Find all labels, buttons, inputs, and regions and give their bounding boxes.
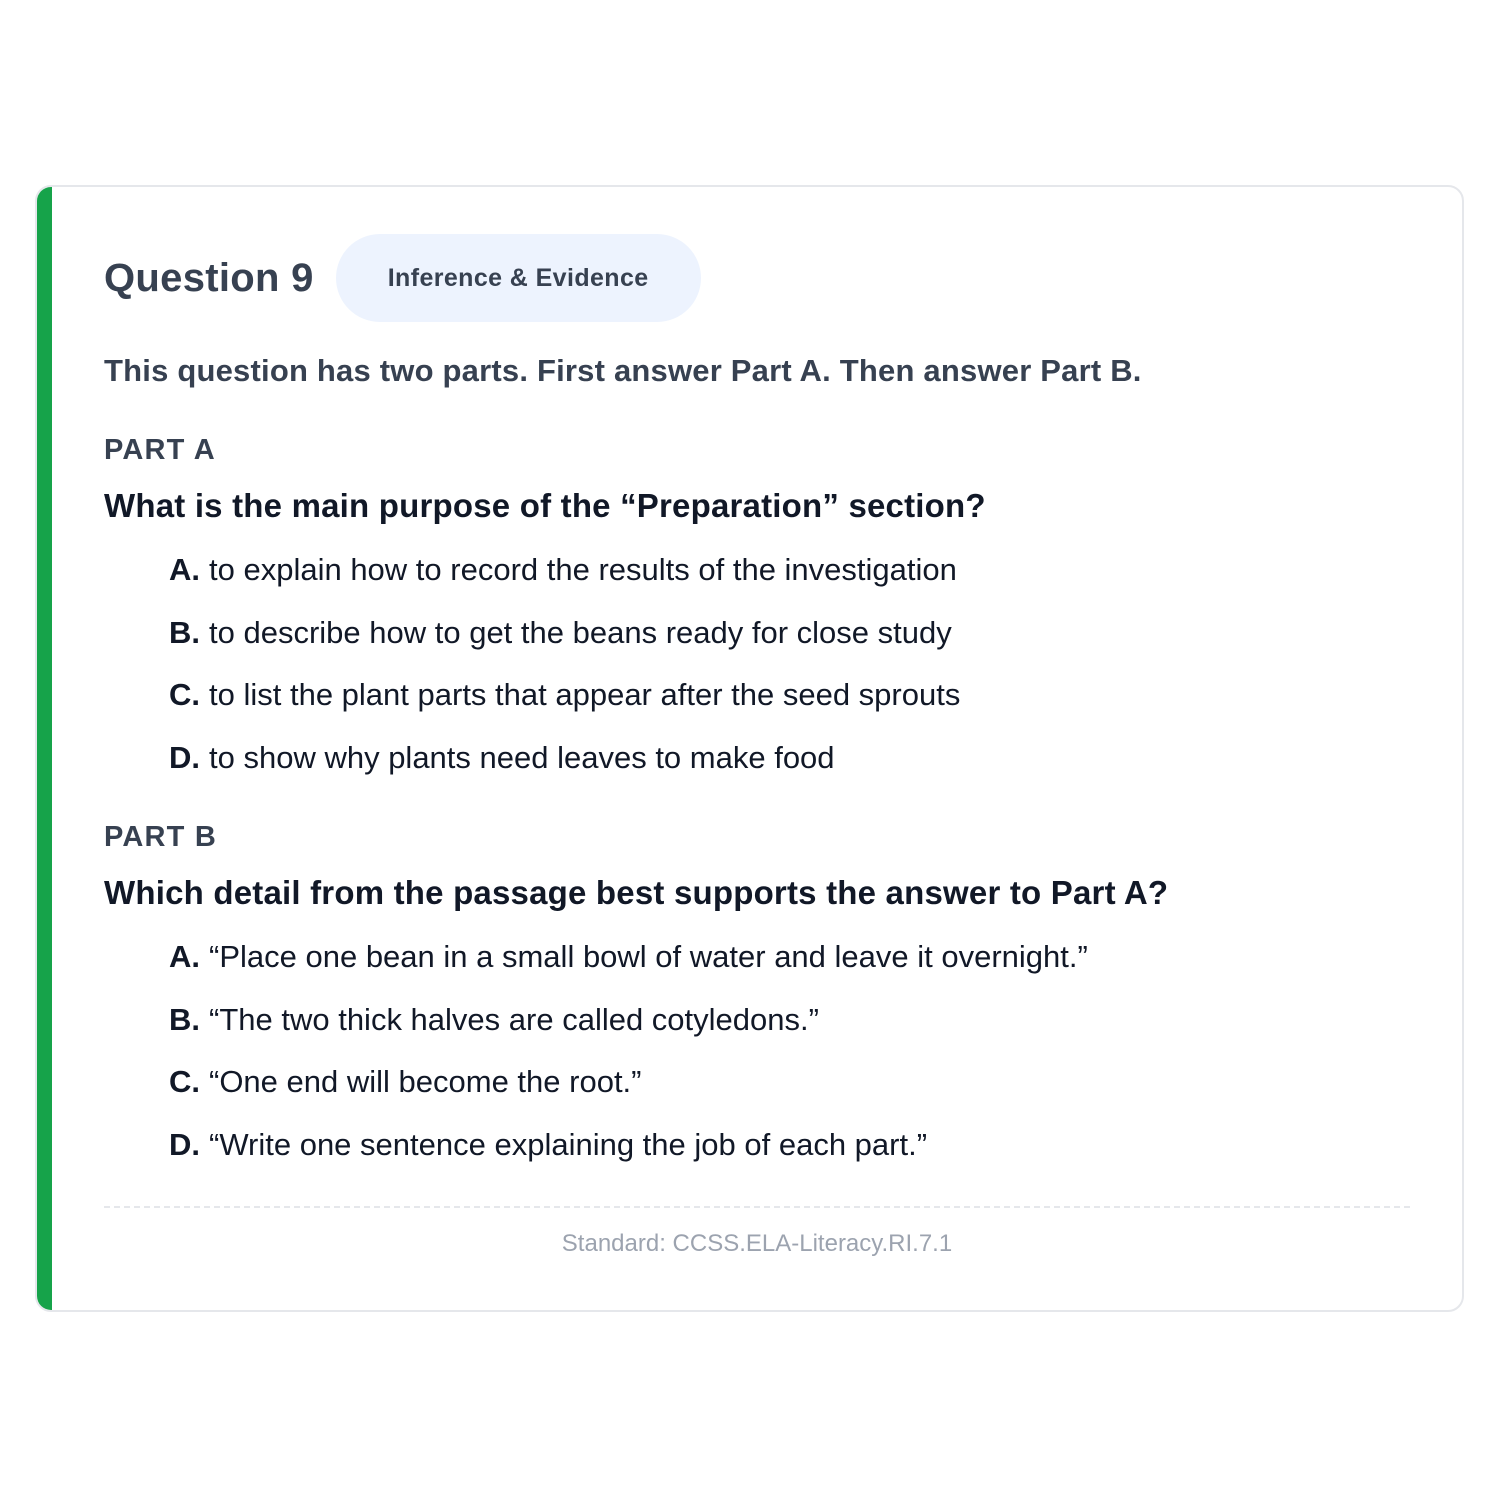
option-letter: D. [169, 1126, 200, 1162]
option-text: to show why plants need leaves to make food [209, 739, 835, 775]
part-a-option-b[interactable] [169, 602, 960, 665]
part-a-option-c[interactable] [169, 664, 960, 727]
option-letter: D. [169, 739, 200, 775]
question-header [104, 234, 701, 322]
part-b-option-b[interactable] [169, 989, 1088, 1052]
part-a-label: PART A [104, 434, 216, 466]
part-b-label: PART B [104, 821, 217, 853]
part-b-question: Which detail from the passage best supports the answer to Part A? [104, 874, 1169, 911]
option-text: “Write one sentence explaining the job of each part.” [209, 1126, 928, 1162]
part-b-option-a[interactable] [169, 926, 1088, 989]
part-b-options [169, 926, 1088, 1176]
option-text: to list the plant parts that appear after the seed sprouts [209, 677, 961, 713]
option-letter: A. [169, 939, 200, 975]
part-b-option-d[interactable] [169, 1114, 1088, 1177]
part-a-question: What is the main purpose of the “Preparation” section? [104, 487, 986, 524]
option-text: “One end will become the root.” [209, 1064, 642, 1100]
option-letter: C. [169, 1064, 200, 1100]
accent-bar [37, 187, 52, 1310]
question-title: Question 9 [104, 255, 314, 300]
part-a-option-a[interactable] [169, 539, 960, 602]
option-letter: C. [169, 677, 200, 713]
option-letter: B. [169, 1001, 200, 1037]
standard-label: Standard: CCSS.ELA-Literacy.RI.7.1 [561, 1230, 953, 1257]
part-a-options [169, 539, 960, 789]
part-a-option-d[interactable] [169, 727, 960, 790]
part-b-option-c[interactable] [169, 1051, 1088, 1114]
question-card [35, 185, 1464, 1312]
option-letter: B. [169, 614, 200, 650]
option-text: to explain how to record the results of the investigation [209, 552, 957, 588]
option-text: “Place one bean in a small bowl of water and leave it overnight.” [209, 939, 1088, 975]
question-instructions: This question has two parts. First answer Part A. Then answer Part B. [104, 353, 1142, 388]
option-text: “The two thick halves are called cotyledons.” [209, 1001, 819, 1037]
skill-tag-badge: Inference & Evidence [336, 234, 701, 322]
option-letter: A. [169, 552, 200, 588]
footer-divider [104, 1206, 1410, 1208]
option-text: to describe how to get the beans ready for close study [209, 614, 952, 650]
question-content [104, 187, 1410, 1310]
